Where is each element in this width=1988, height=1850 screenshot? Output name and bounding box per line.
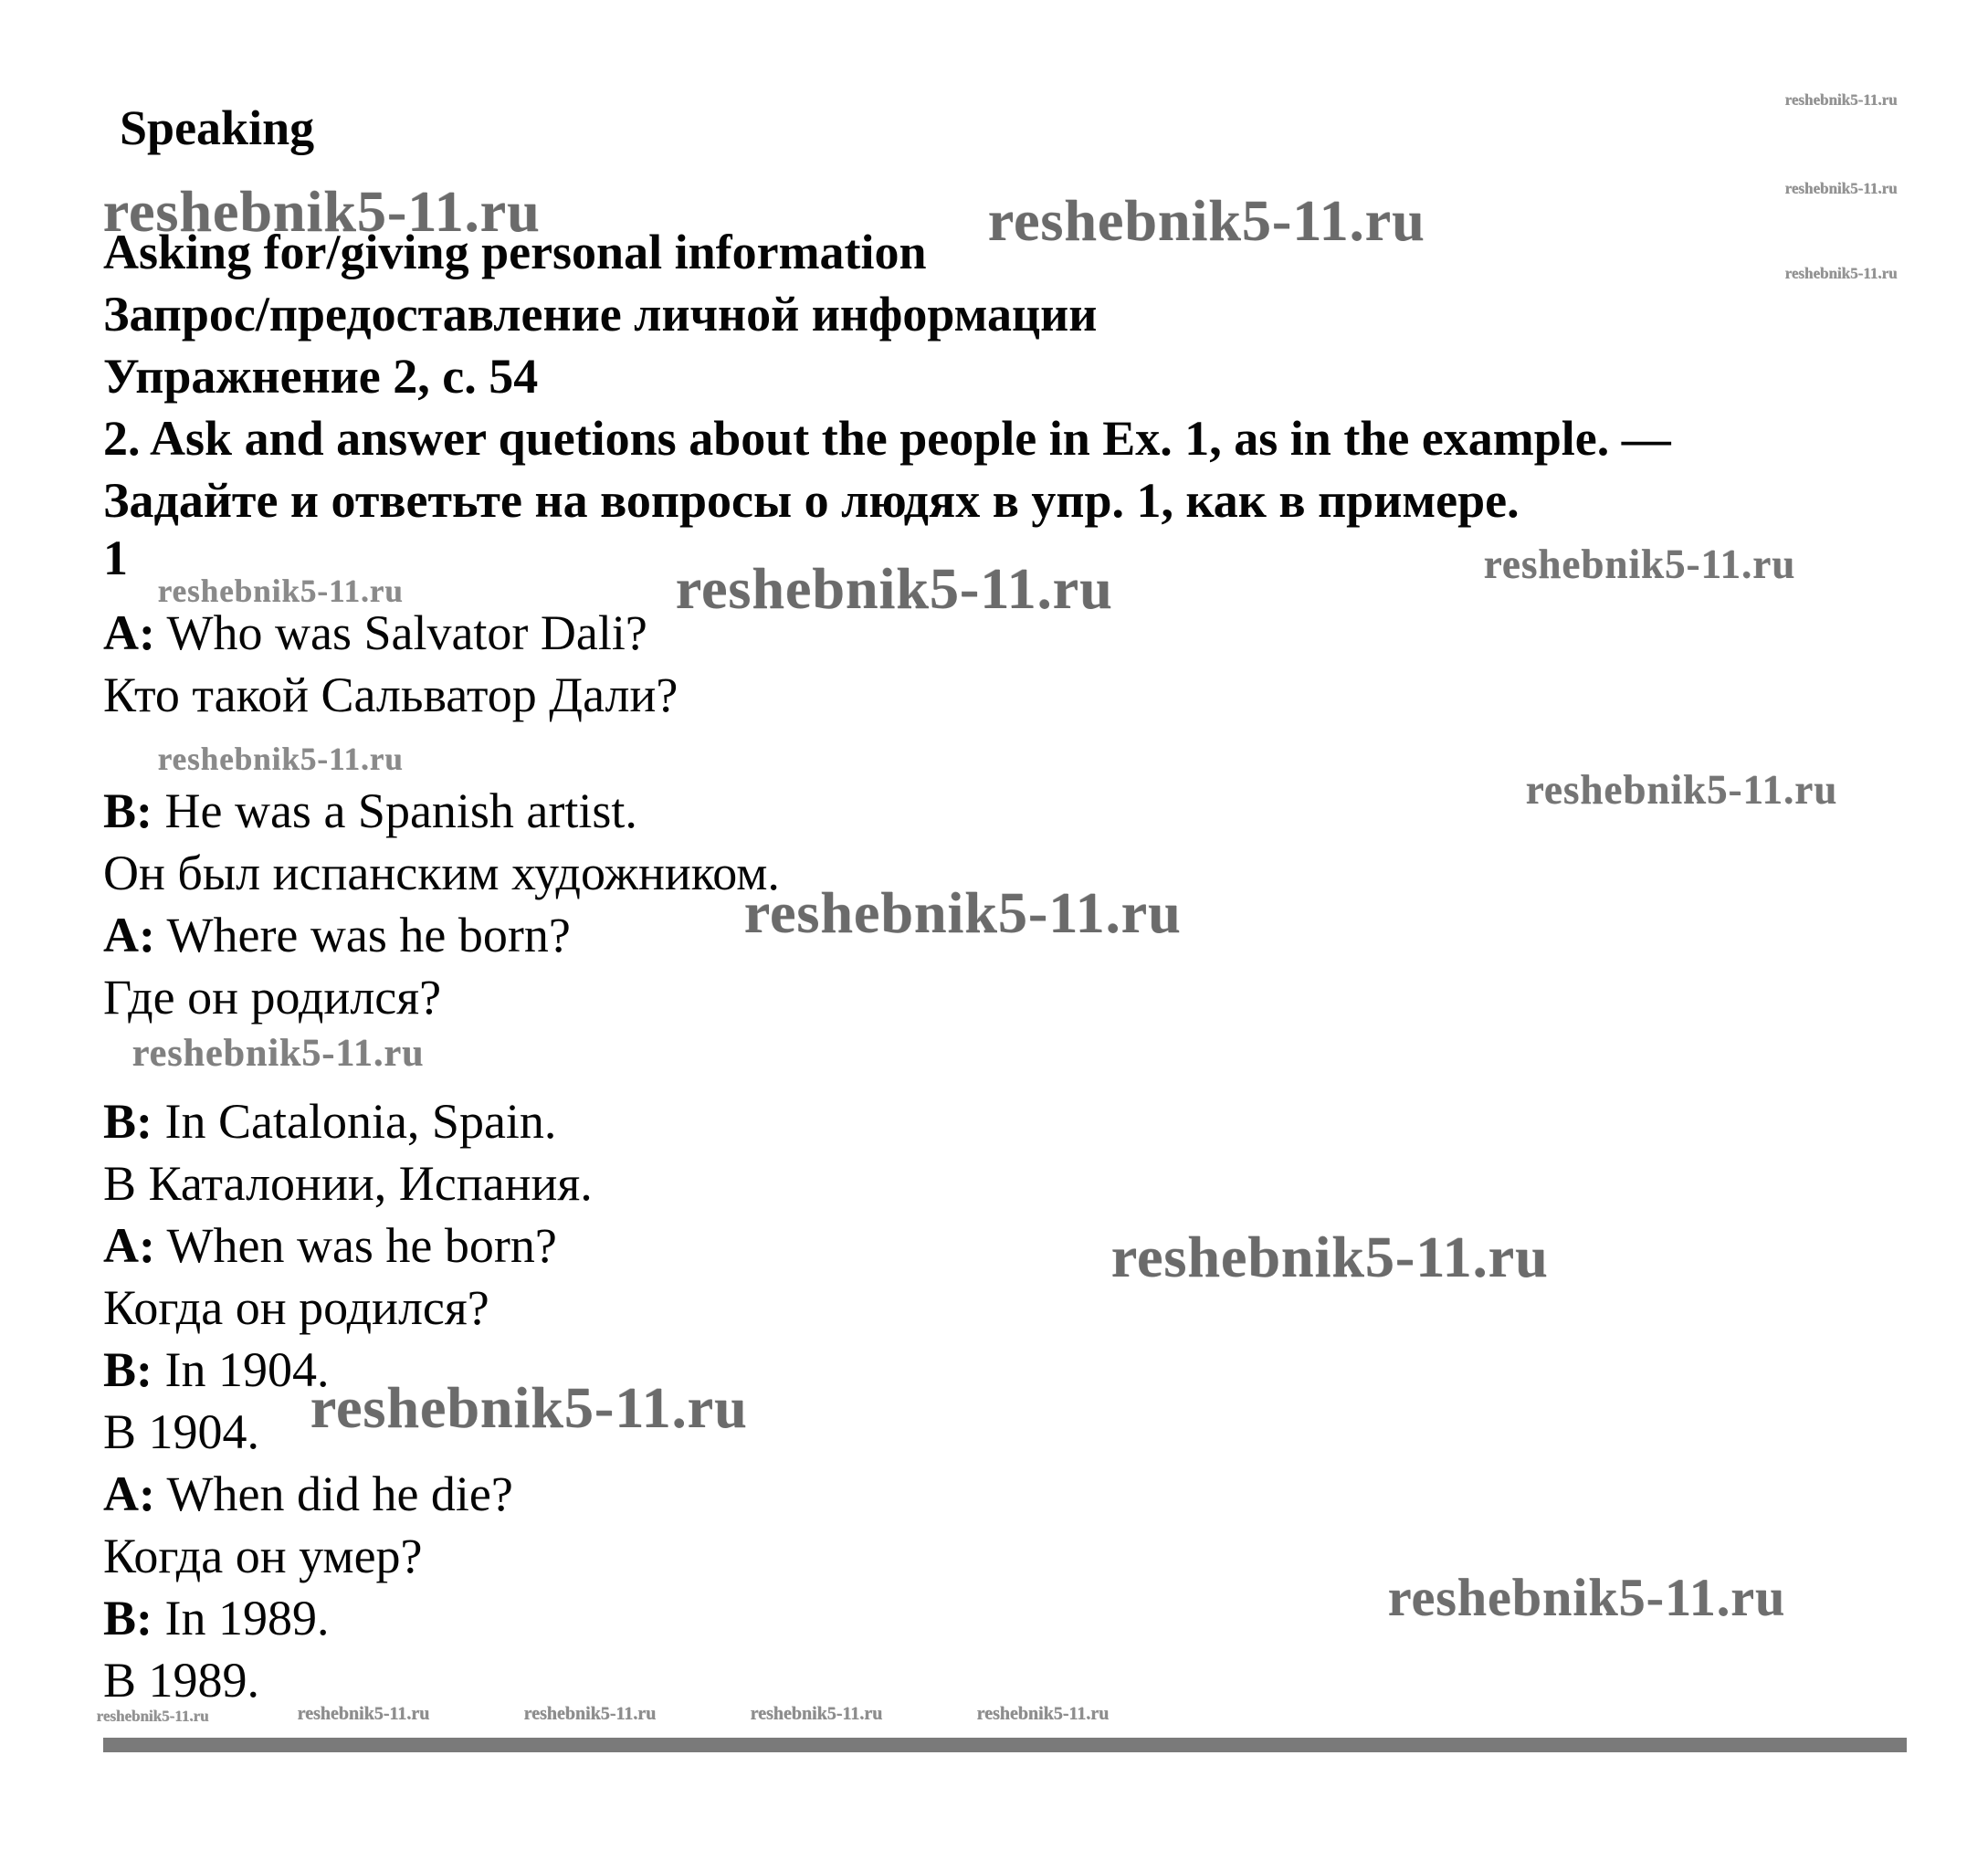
dialogue-ru-text: Он был испанским художником. bbox=[103, 846, 780, 900]
watermark-text: reshebnik5-11.ru bbox=[1526, 767, 1838, 813]
dialogue-ru-text: Где он родился? bbox=[103, 970, 442, 1025]
watermark-text: reshebnik5-11.ru bbox=[1111, 1225, 1549, 1289]
dialogue-en-text: In 1989. bbox=[164, 1591, 330, 1645]
dialogue-line-en bbox=[103, 781, 637, 841]
dialogue-line-en bbox=[103, 1588, 329, 1648]
dialogue-line-en bbox=[103, 1340, 329, 1400]
watermark-text: reshebnik5-11.ru bbox=[1388, 1568, 1786, 1627]
dialogue-en-text: When was he born? bbox=[166, 1218, 557, 1273]
task-text-ru: Задайте и ответьте на вопросы о людях в упр. 1, как в примере. bbox=[103, 473, 1520, 528]
watermark-text: reshebnik5-11.ru bbox=[988, 188, 1425, 253]
page-title: Speaking bbox=[120, 100, 315, 155]
dialogue-line-en bbox=[103, 603, 647, 663]
dialogue-line-en bbox=[103, 905, 571, 965]
watermark-text: reshebnik5-11.ru bbox=[158, 573, 405, 609]
dialogue-line-ru bbox=[103, 1402, 259, 1462]
watermark-text: reshebnik5-11.ru bbox=[132, 1033, 425, 1075]
watermark-text: reshebnik5-11.ru bbox=[310, 1375, 748, 1440]
item-number: 1 bbox=[103, 531, 128, 585]
watermark-text: reshebnik5-11.ru bbox=[751, 1704, 883, 1724]
watermark-text: reshebnik5-11.ru bbox=[977, 1704, 1110, 1724]
watermark-text: reshebnik5-11.ru bbox=[1785, 265, 1898, 282]
watermark-text: reshebnik5-11.ru bbox=[676, 556, 1113, 621]
watermark-text: reshebnik5-11.ru bbox=[1785, 91, 1898, 109]
dialogue-line-en bbox=[103, 1464, 513, 1524]
speaker-prefix: A: bbox=[103, 1466, 155, 1521]
watermark-text: reshebnik5-11.ru bbox=[524, 1704, 657, 1724]
dialogue-ru-text: В 1989. bbox=[103, 1653, 260, 1708]
watermark-text: reshebnik5-11.ru bbox=[1785, 180, 1898, 197]
dialogue-ru-text: Когда он умер? bbox=[103, 1529, 423, 1583]
speaker-prefix: B: bbox=[103, 1342, 153, 1397]
task-text-en: 2. Ask and answer quetions about the people in Ex. 1, as in the example. — bbox=[103, 411, 1671, 466]
dialogue-line-ru bbox=[103, 967, 441, 1027]
dialogue-ru-text: В Каталонии, Испания. bbox=[103, 1156, 593, 1211]
dialogue-en-text: He was a Spanish artist. bbox=[164, 783, 637, 838]
dialogue-line-ru bbox=[103, 1153, 593, 1214]
exercise-label: Упражнение 2, с. 54 bbox=[103, 349, 539, 404]
dialogue-line-ru bbox=[103, 1277, 489, 1338]
dialogue-ru-text: В 1904. bbox=[103, 1404, 260, 1459]
speaker-prefix: B: bbox=[103, 1094, 153, 1149]
dialogue-en-text: In Catalonia, Spain. bbox=[164, 1094, 557, 1149]
watermark-text: reshebnik5-11.ru bbox=[158, 741, 405, 777]
dialogue-en-text: Where was he born? bbox=[166, 908, 571, 962]
speaker-prefix: A: bbox=[103, 605, 155, 660]
dialogue-line-ru bbox=[103, 1650, 259, 1710]
dialogue-line-ru bbox=[103, 843, 780, 903]
dialogue-line-en bbox=[103, 1091, 556, 1151]
dialogue-en-text: Who was Salvator Dali? bbox=[166, 605, 647, 660]
watermark-text: reshebnik5-11.ru bbox=[1484, 541, 1796, 587]
dialogue-ru-text: Когда он родился? bbox=[103, 1280, 489, 1335]
speaker-prefix: B: bbox=[103, 1591, 153, 1645]
dialogue-line-ru bbox=[103, 1526, 423, 1586]
section-heading-en: Asking for/giving personal information bbox=[103, 225, 927, 279]
watermark-text: reshebnik5-11.ru bbox=[97, 1708, 209, 1725]
bottom-divider bbox=[103, 1738, 1907, 1752]
speaker-prefix: A: bbox=[103, 908, 155, 962]
speaker-prefix: B: bbox=[103, 783, 153, 838]
speaker-prefix: A: bbox=[103, 1218, 155, 1273]
dialogue-line-ru bbox=[103, 665, 678, 725]
section-heading-ru: Запрос/предоставление личной информации bbox=[103, 287, 1098, 342]
dialogue-en-text: In 1904. bbox=[164, 1342, 330, 1397]
watermark-text: reshebnik5-11.ru bbox=[298, 1704, 430, 1724]
watermark-text: reshebnik5-11.ru bbox=[744, 880, 1182, 945]
watermark-text: reshebnik5-11.ru bbox=[103, 179, 541, 244]
dialogue-en-text: When did he die? bbox=[166, 1466, 513, 1521]
dialogue-ru-text: Кто такой Сальватор Дали? bbox=[103, 667, 678, 722]
dialogue-line-en bbox=[103, 1215, 557, 1276]
